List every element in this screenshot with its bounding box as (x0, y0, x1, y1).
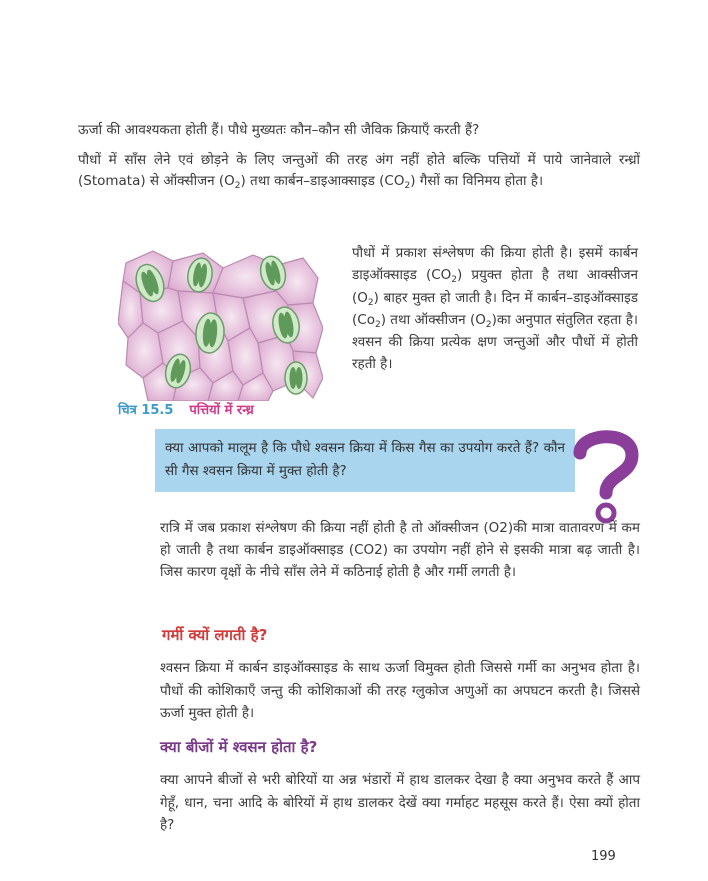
question-mark-icon (572, 425, 642, 525)
figure-label: चित्र 15.5 (118, 403, 174, 418)
subscript: 2 (374, 319, 381, 330)
heading-seeds-respire: क्या बीजों में श्वसन होता है? (160, 738, 318, 756)
subscript: 2 (367, 297, 374, 308)
paragraph-night-text: रात्रि में जब प्रकाश संश्लेषण की क्रिया नहीं होती है तो ऑक्सीजन (O2)की मात्रा वातावरण में कम हो जाती है तथा कार्बन डाइऑक्साइड (CO2) का उपयोग नहीं होने से इसकी मात्रा बढ़ जाती है। जिस कारण वृक्षों के नीचे साँस लेने में कठिनाई होती है और गर्मी लगती है। (160, 520, 640, 580)
paragraph-stomata-text-b: ) तथा कार्बन–डाइआक्साइड (CO (240, 173, 405, 189)
heading-why-hot: गर्मी क्यों लगती है? (162, 626, 268, 644)
page-number: 199 (591, 849, 616, 864)
question-callout (155, 429, 575, 492)
subscript: 2 (234, 181, 241, 191)
paragraph-energy-text: ऊर्जा की आवश्यकता होती हैं। पौधे मुख्यतः कौन–कौन सी जैविक क्रियाएँ करती हैं? (78, 122, 480, 138)
paragraph-stomata-text-a: पौधों में साँस लेने एवं छोड़ने के लिए जन्तुओं की तरह अंग नहीं होते बल्कि पत्तियों में पाये जानेवाले रन्ध्रों (Stomata) से ऑक्सीजन (O (78, 152, 640, 189)
paragraph-seeds-text: क्या आपने बीजों से भरी बोरियों या अन्न भंडारों में हाथ डालकर देखा है क्या अनुभव करते हैं आप गेहूँ, धान, चना आदि के बोरियों में हाथ डालकर देखें क्या गर्माहट महसूस करते हैं। ऐसा क्यों होता है? (160, 772, 640, 833)
figure-title: पत्तियों में रन्ध्र (189, 403, 254, 418)
paragraph-stomata (78, 150, 640, 192)
callout-text: क्या आपको मालूम है कि पौधे श्वसन क्रिया में किस गैस का उपयोग करते हैं? कौन सी गैस श्वसन क्रिया में मुक्त होती है? (165, 440, 565, 479)
subscript: 2 (485, 319, 492, 330)
paragraph-stomata-text-c: ) गैसों का विनिमय होता है। (410, 173, 544, 189)
paragraph-photosynthesis-text-d: ) तथा ऑक्सीजन (O (380, 311, 486, 328)
paragraph-photosynthesis-text-a: पौधों में प्रकाश संश्लेषण की क्रिया होती है। इसमें कार्बन डाइऑक्साइड (CO (352, 245, 638, 284)
paragraph-photosynthesis (352, 242, 638, 376)
subscript: 2 (451, 275, 458, 286)
paragraph-seeds (160, 769, 640, 837)
paragraph-respiration-energy-text: श्वसन क्रिया में कार्बन डाइऑक्साइड के साथ ऊर्जा विमुक्त होती जिससे गर्मी का अनुभव होता है। पौधों की कोशिकाएँ जन्तु की कोशिकाओं की तरह ग्लुकोज अणुओं का अपघटन करती है। जिससे ऊर्जा मुक्त होती है। (160, 660, 640, 721)
leaf-cells-illustration (118, 243, 323, 401)
paragraph-photosynthesis-text-b: ) प्रयुक्त होता है तथा आक्सीजन (O (352, 267, 638, 306)
paragraph-respiration-energy (160, 657, 640, 725)
figure-caption (118, 400, 254, 418)
paragraph-energy (78, 120, 638, 141)
paragraph-night (160, 517, 640, 583)
paragraph-photosynthesis-text-e: )का अनुपात संतुलित रहता है। श्वसन की क्रिया प्रत्येक क्षण जन्तुओं और पौधों में होती रहती है। (352, 311, 639, 373)
subscript: 2 (404, 181, 411, 191)
stomata-figure (118, 243, 323, 401)
paragraph-photosynthesis-text-c: ) बाहर मुक्त हो जाती है। दिन में कार्बन–डाइऑक्साइड (Co (352, 289, 638, 328)
